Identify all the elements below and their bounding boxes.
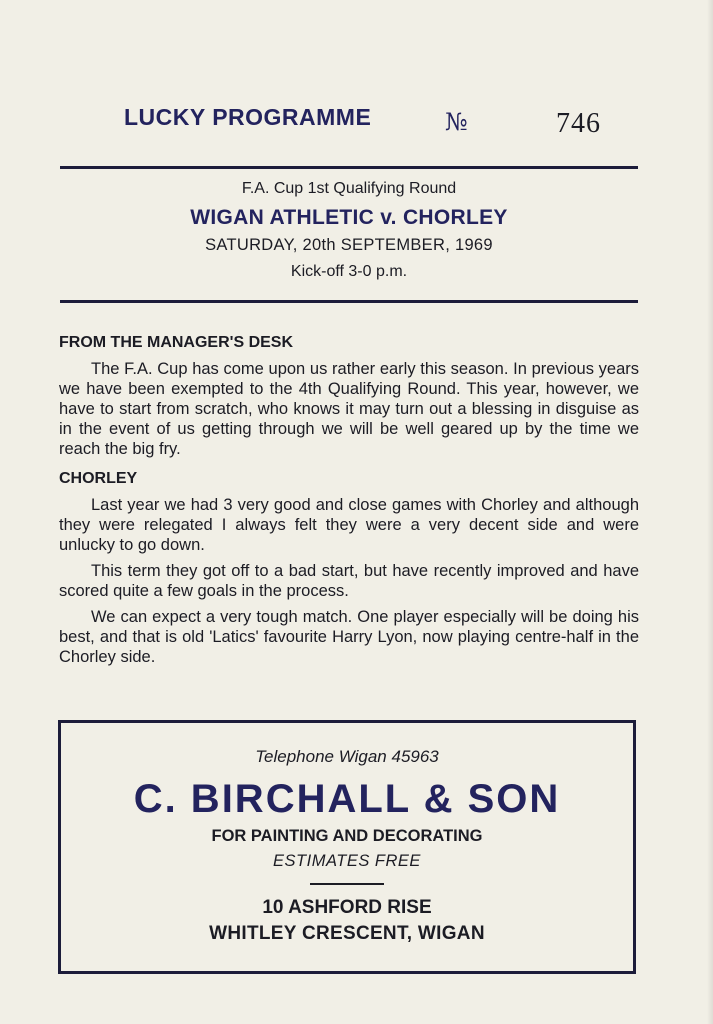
lucky-programme-title: LUCKY PROGRAMME [124, 104, 372, 130]
advert-divider [310, 883, 384, 885]
programme-number: 746 [556, 108, 601, 139]
match-info [60, 172, 638, 281]
match-round: F.A. Cup 1st Qualifying Round [241, 180, 457, 197]
managers-desk-paragraph: The F.A. Cup has come upon us rather early this season. In previous years we have been exempted to the 4th Qualifying Round. This year, however, we have to start from scratch, who knows it may turn out a blessing in disguise as in the event of us getting through we will be well geared up by the time we reach the big fry. [59, 360, 639, 458]
top-divider [60, 166, 638, 169]
chorley-heading: CHORLEY [59, 470, 138, 487]
match-kickoff: Kick-off 3-0 p.m. [290, 263, 408, 280]
chorley-paragraph: We can expect a very tough match. One player especially will be doing his best, and that is old 'Latics' favourite Harry Lyon, now playing centre-half in the Chorley side. [59, 608, 639, 666]
advert-estimates: ESTIMATES FREE [273, 852, 421, 870]
advert-brand: C. BIRCHALL & SON [133, 777, 561, 821]
bottom-divider [60, 300, 638, 303]
advert-address-line2: WHITLEY CRESCENT, WIGAN [209, 923, 485, 944]
advert-trade: FOR PAINTING AND DECORATING [211, 827, 483, 845]
article-body [59, 333, 639, 673]
advert-telephone: Telephone Wigan 45963 [255, 747, 439, 766]
managers-desk-heading: FROM THE MANAGER'S DESK [59, 334, 294, 351]
advert-address-line1: 10 ASHFORD RISE [262, 897, 432, 918]
match-date: SATURDAY, 20th SEPTEMBER, 1969 [205, 236, 493, 254]
chorley-paragraph: This term they got off to a bad start, but have recently improved and have scored quite a few goals in the process. [59, 562, 639, 600]
match-teams: WIGAN ATHLETIC v. CHORLEY [190, 206, 508, 229]
number-symbol: № [445, 108, 468, 136]
birchall-advert [58, 720, 636, 974]
page-edge-shadow [707, 0, 713, 1024]
chorley-paragraph: Last year we had 3 very good and close games with Chorley and although they were relegated I always felt they were a very decent side and were unlucky to go down. [59, 496, 639, 554]
